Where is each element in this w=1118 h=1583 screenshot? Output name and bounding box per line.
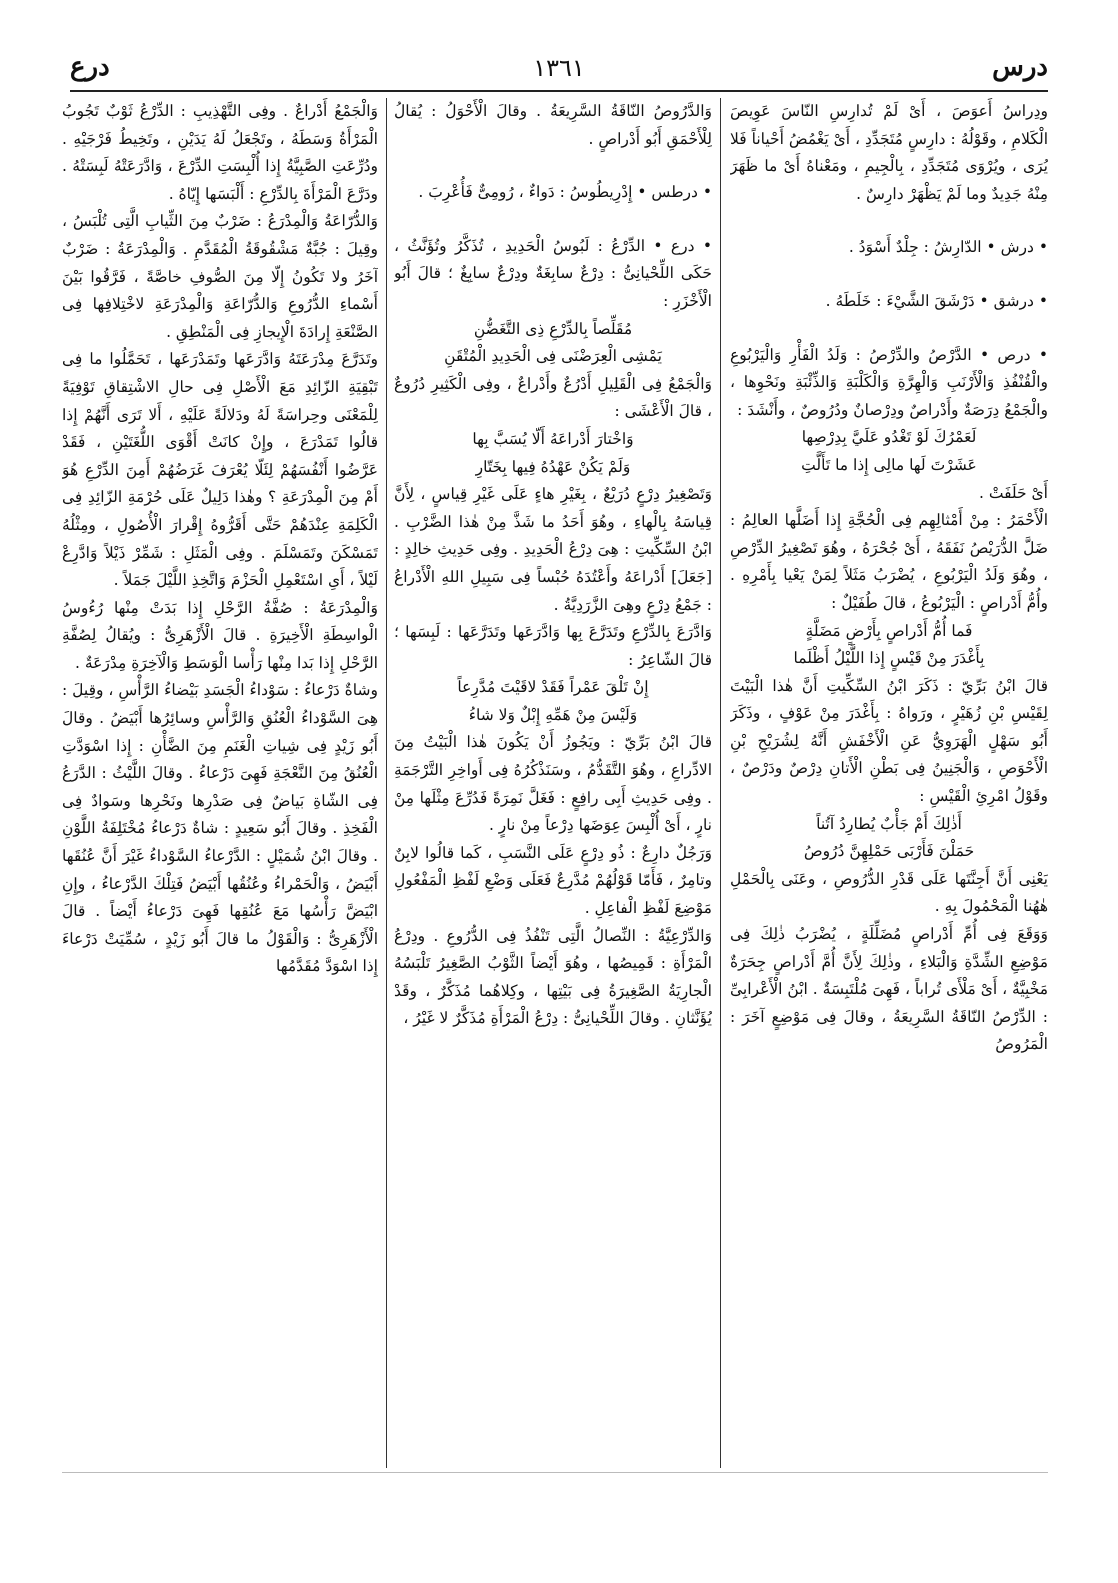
paragraph: وشاةٌ دَرْعاءُ : سَوْداءُ الْجَسَدِ بَيْضاءُ الرَّأْسِ ، وقِيلَ : هِىَ السَّوْداءُ الْعُنُقِ وَالرَّأْسِ وسائِرُها أَبْيَضُ . وقالَ أَبُو زَيْدٍ فِى شِياتِ الْغَنَمِ مِنَ الضَّأْنِ : إِذا اسْوَدَّتِ الْعُنُقُ مِنَ النَّعْجَةِ فَهِىَ دَرْعاءُ . وقالَ اللَّيْثُ : الدَّرَعُ فِى الشّاةِ بَياضٌ فِى صَدْرِها ونَحْرِها وسَوادٌ فِى الْفَخِذِ . وقالَ أَبُو سَعِيدٍ : شاةٌ دَرْعاءُ مُخْتَلِفَةُ اللَّوْنِ . وقالَ ابْنُ شُمَيْلٍ : الدَّرْعاءُ السَّوْداءُ غَيْرَ أَنَّ عُنُقَها أَبْيَضُ ، وَالْحَمْراءُ وعُنُقُها أَبْيَضُ فَتِلْكَ الدَّرْعاءُ ، وإِنِ ابْيَضَّ رَأْسُها مَعَ عُنُقِها فَهِىَ دَرْعاءُ أَيْضاً . قالَ الْأَزْهَرِىُّ : وَالْقَوْلُ ما قالَ أَبُو زَيْدٍ ، سُمِّيَتْ دَرْعاءَ إِذا اسْوَدَّ مُقَدَّمُها	[62, 681, 378, 976]
paragraph: أَىْ حَلَفَتْ .	[979, 483, 1048, 502]
page-number: ١٣٦١	[533, 54, 585, 82]
column-middle	[394, 98, 712, 1468]
verse-line: فَما أُمُّ أَدْراصٍ بِأَرْضٍ مَضَلَّةٍ	[805, 621, 973, 640]
column-left	[62, 98, 378, 1468]
paragraph: وَتَصْغِيرُ دِرْعٍ دُرَيْعٌ ، بِغَيْرِ هاءٍ عَلَى غَيْرِ قِياسٍ ، لِأَنَّ قِياسَهُ بِالْهاءِ ، وهُوَ أَحَدُ ما شَذَّ مِنْ هٰذا الضَّرْبِ . ابْنُ السِّكِّيتِ : هِىَ دِرْعُ الْحَدِيدِ . وفِى حَدِيثِ خالِدٍ : [جَعَلَ] أَدْراعَهُ وأَعْتُدَهُ حُبْساً فِى سَبِيلِ اللهِ الْأَدْراعُ : جَمْعُ دِرْعٍ وهِىَ الزَّرَدِيَّةُ .	[394, 485, 712, 614]
entry-dirsh: • درش • الدّارِشُ : جِلْدٌ أَسْوَدُ .	[848, 238, 1048, 257]
verse-line: بِأَغْدَرَ مِنْ قَيْسٍ إِذا اللَّيْلُ أَظْلَما	[793, 649, 985, 668]
paragraph: وَالْجَمْعُ أَدْراعٌ . وفِى التَّهْذِيبِ : الدِّرْعُ ثَوْبٌ تَجُوبُ الْمَرْأَةُ وَسَطَهُ ، وتَجْعَلُ لَهُ يَدَيْنِ ، وتَخِيطُ فَرْجَيْهِ . ودُرِّعَتِ الصَّبِيَّةُ إِذا أُلْبِسَتِ الدِّرْعَ ، وَادَّرَعَتْهُ لَبِسَتْهُ . ودَرَّعَ الْمَرْأَةَ بِالدِّرْعِ : أَلْبَسَها إِيّاهُ .	[62, 102, 378, 203]
entry-dars: • درص • الدَّرْصُ والدِّرْصُ : وَلَدُ الْفَأْرِ وَالْيَرْبُوعِ والْقُنْفُذِ وَالْأَرْنَبِ وَالْهِرَّةِ وَالْكَلْبَةِ وَالذِّئْبَةِ ونَحْوِها ، والْجَمْعُ دِرَصَةٌ وأَدْراصٌ ودِرْصانٌ ودُرُوصٌ ، وأَنْشَدَ :	[730, 345, 1048, 419]
header-rule	[70, 90, 1048, 92]
verse-line: مُقَلِّصاً بِالدِّرْعِ ذِى التَّغَضُّنِ	[473, 319, 633, 338]
paragraph: وَالدُّرّاعَةُ وَالْمِدْرَعُ : ضَرْبٌ مِنَ الثِّيابِ الَّتِى تُلْبَسُ ، وقِيلَ : جُبَّةٌ مَشْقُوقَةُ الْمُقَدَّمِ . وَالْمِدْرَعَةُ : ضَرْبٌ آخَرُ ولا تَكُونُ إِلّا مِنَ الصُّوفِ خاصَّةً ، فَرَّقُوا بَيْنَ أَسْماءِ الدُّرُوعِ وَالدُّرّاعَةِ وَالْمِدْرَعَةِ لاخْتِلافِها فِى الصَّنْعَةِ إِرادَةَ الْإِيجازِ فِى الْمَنْطِقِ .	[62, 212, 378, 341]
running-headword-right: درس	[992, 52, 1048, 82]
column-right	[730, 98, 1048, 1468]
paragraph: ودِراسُ أَعوَصَ ، أَىْ لَمْ تُدارِسِ النّاسَ عَوِيصَ الْكَلامِ ، وقَوْلُهُ : دارِسٍ مُتَجَدِّدِ ، أَىْ يَغْمُضُ أَحْياناً فَلا يُرَى ، ويُرْوَى مُتَجَدِّدِ ، بِالْجِيمِ ، ومَعْناهُ أَىْ ما ظَهَرَ مِنْهُ جَدِيدٌ وما لَمْ يَظْهَرْ دارِسٌ .	[730, 102, 1048, 203]
verse-line: أَذٰلِكَ أَمْ جَأْبٌ يُطارِدُ آتُناً	[816, 814, 962, 833]
paragraph: وَالْجَمْعُ فِى الْقَلِيلِ أَدْرُعٌ وأَدْراعٌ ، وفِى الْكَثِيرِ دُرُوعٌ ، قالَ الْأَعْشَى :	[394, 374, 712, 421]
paragraph: وَالدَّرُوصُ النّاقَةُ السَّرِيعَةُ . وقالَ الْأَحْوَلُ : يُقالُ لِلْأَحْمَقِ أَبُو أَدْراصٍ .	[394, 102, 712, 148]
paragraph: قالَ ابْنُ بَرِّيّ : ويَجُوزُ أَنْ يَكُونَ هٰذا الْبَيْتُ مِنَ الادِّراعِ ، وهُوَ التَّقَدُّمُ ، وسَنَذْكُرُهُ فِى أَواخِرِ التَّرْجَمَةِ . وفِى حَدِيثِ أَبِى رافِعٍ : فَغَلَّ نَمِرَةً فَدُرِّعَ مِثْلَها مِنْ نارٍ ، أَىْ أُلْبِسَ عِوَضَها دِرْعاً مِنْ نارٍ .	[394, 733, 712, 835]
verse-line: وَلَمْ يَكُنْ عَهْدُهُ فِيها بِخَتّارِ	[475, 457, 631, 476]
verse-line: إِنْ تَلْقَ عَمْراً فَقَدْ لاقَيْتَ مُدَّرِعاً	[457, 678, 649, 697]
paragraph: وَرَجُلٌ دارِعٌ : ذُو دِرْعٍ عَلَى النَّسَبِ ، كَما قالُوا لابِنٌ وتامِرٌ ، فَأَمّا قَوْلُهُمْ مُدَّرِعٌ فَعَلَى وَضْعِ لَفْظِ الْمَفْعُولِ مَوْضِعَ لَفْظِ الْفاعِلِ .	[394, 843, 712, 918]
column-divider	[720, 98, 721, 1468]
verse-line: حَمَلْنَ فَأَرْبَى حَمْلِهِنَّ دُرُوصُ	[803, 842, 975, 861]
column-divider	[386, 98, 387, 1468]
entry-darshaq: • درشق • دَرْشَقَ الشَّيْءَ : خَلَطَهُ .	[825, 291, 1048, 310]
paragraph: وتَدَرَّعَ مِدْرَعَتَهُ وَادَّرَعَها وتَمَدْرَعَها ، تَحَمَّلُوا ما فِى تَبْقِيَةِ الزّائِدِ مَعَ الْأَصْلِ فِى حالِ الاشْتِقاقِ تَوْفِيَةً لِلْمَعْنَى وحِراسَةً لَهُ ودَلالَةً عَلَيْهِ ، أَلا تَرَى أَنَّهُمْ إِذا قالُوا تَمَدْرَعَ ، وإِنْ كانَتْ أَقْوَى اللُّغَتَيْنِ ، فَقَدْ عَرَّضُوا أَنْفُسَهُمْ لِئَلّا يُعْرَفَ غَرَضُهُمْ أَمِنَ الدِّرْعِ هُوَ أَمْ مِنَ الْمِدْرَعَةِ ؟ وهٰذا دَلِيلٌ عَلَى حُرْمَةِ الزّائِدِ فِى الْكَلِمَةِ عِنْدَهُمْ حَتَّى أَقَرُّوهُ إِقْرارَ الْأُصُولِ ، ومِثْلُهُ تَمَسْكَنَ وتَمَسْلَمَ . وفِى الْمَثَلِ : شَمِّرْ ذَيْلاً وَادَّرِعْ لَيْلاً ، أَىِ اسْتَعْمِلِ الْحَزْمَ وَاتَّخِذِ اللَّيْلَ جَمَلاً .	[62, 350, 378, 590]
verse-line: وَاخْتارَ أَدْراعَهُ أَلّا يُسَبَّ بِها	[472, 429, 634, 448]
paragraph: يَعْنِى أَنَّ أَجِنَّتَها عَلَى قَدْرِ الدُّرُوصِ ، وعَنَى بِالْحَمْلِ هٰهُنا الْمَحْمُولَ بِهِ .	[730, 869, 1048, 916]
paragraph: وَالْمِدْرَعَةُ : صُفَّةُ الرَّحْلِ إِذا بَدَتْ مِنْها رُءُوسُ الْواسِطَةِ الْأَخِيرَةِ . قالَ الْأَزْهَرِىُّ : ويُقالُ لِصُفَّةِ الرَّحْلِ إِذا بَدا مِنْها رَأْسا الْوَسَطِ وَالْآخِرَةِ مِدْرَعَةٌ .	[62, 598, 378, 672]
verse-line: عَشَرْتَ لَها مالِى إِذا ما تَأَلَّتِ	[801, 455, 977, 474]
running-headword-left: درع	[70, 52, 110, 82]
verse-line: يَمْشِى الْعِرَضْنَى فِى الْحَدِيدِ الْمُتْقَنِ	[444, 347, 662, 366]
page-header	[70, 52, 1048, 92]
verse-line: لَعَمْرُكَ لَوْ تَغْدُو عَلَيَّ بِدِرْصِها	[801, 428, 977, 447]
verse-line: وَلَيْسَ مِنْ هَمِّهِ إِبْلٌ وَلا شاءُ	[468, 705, 638, 724]
paragraph: وَالدِّرْعِيَّةُ : النِّصالُ الَّتِى تَنْفُذُ فِى الدُّرُوعِ . ودِرْعُ الْمَرْأَةِ : قَمِيصُها ، وهُوَ أَيْضاً الثَّوْبُ الصَّغِيرُ تَلْبَسُهُ الْجارِيَةُ الصَّغِيرَةُ فِى بَيْتِها ، وكِلاهُما مُذَكَّرٌ ، وقَدْ يُؤَنَّثانِ . وقالَ اللِّحْيانِىُّ : دِرْعُ الْمَرْأَةِ مُذَكَّرٌ لا غَيْرُ ،	[394, 926, 712, 1028]
paragraph: الْأَحْمَرُ : مِنْ أَمْثالِهِم فِى الْحُجَّةِ إِذا أَضَلَّها العالِمُ : ضَلَّ الدُّرَيْصُ نَفَقَهُ ، أَىْ جُحْرَهُ ، وهُوَ تَصْغِيرُ الدِّرْصِ ، وهُوَ وَلَدُ الْيَرْبُوعِ ، يُضْرَبُ مَثَلاً لِمَنْ يَعْيا بِأَمْرِهِ . وأُمُّ أَدْراصٍ : الْيَرْبُوعُ ، قالَ طُفَيْلٌ :	[730, 511, 1048, 612]
entry-dirtas: • درطس • إِدْرِيطُوسُ : دَواءٌ ، رُومِىٌّ فَأُعْرِبَ .	[418, 183, 712, 202]
paragraph: وَوَقَعَ فِى أُمِّ أَدْراصٍ مُضَلِّلَةٍ ، يُضْرَبُ ذٰلِكَ فِى مَوْضِعِ الشِّدَّةِ وَالْبَلاءِ ، وذٰلِكَ لِأَنَّ أُمَّ أَدْراصٍ جِحَرَةٌ مَخْبِيَّةٌ ، أَىْ مَلْأَى تُراباً ، فَهِىَ مُلْتَبِسَةٌ . ابْنُ الْأَعْرابِىِّ : الدِّرْصُ النّاقَةُ السَّرِيعَةُ ، وقالَ فِى مَوْضِعٍ آخَرَ : الْمَرُوصُ	[730, 925, 1048, 1054]
footer-rule	[62, 1472, 1048, 1473]
entry-dir: • درع • الدِّرْعُ : لَبُوسُ الْحَدِيدِ ، تُذَكَّرُ وتُؤَنَّثُ ، حَكَى اللِّحْيانِىُّ : دِرْعٌ سابِغَةٌ ودِرْعٌ سابِغٌ ؛ قالَ أَبُو الْأَخْزَرِ :	[394, 236, 712, 310]
paragraph: وَادَّرَعَ بِالدِّرْعِ وتَدَرَّعَ بِها وَادَّرَعَها وتَدَرَّعَها : لَبِسَها ؛ قالَ الشّاعِرُ :	[394, 623, 712, 669]
paragraph: قالَ ابْنُ بَرِّيّ : ذَكَرَ ابْنُ السِّكِّيتِ أَنَّ هٰذا الْبَيْتَ لِقَيْسِ بْنِ زُهَيْرٍ ، ورَواهُ : بِأَغْدَرَ مِنْ عَوْفٍ ، وذَكَرَ أَبُو سَهْلٍ الْهَرَوِيُّ عَنِ الْأَخْفَشِ أَنَّهُ لِشُرَيْحِ بْنِ الْأَحْوَصِ ، وَالْجَنِينُ فِى بَطْنِ الْأَتانِ دِرْصٌ ودَرْصٌ ، وقَوْلُ امْرِئِ الْقَيْسِ :	[730, 676, 1048, 806]
